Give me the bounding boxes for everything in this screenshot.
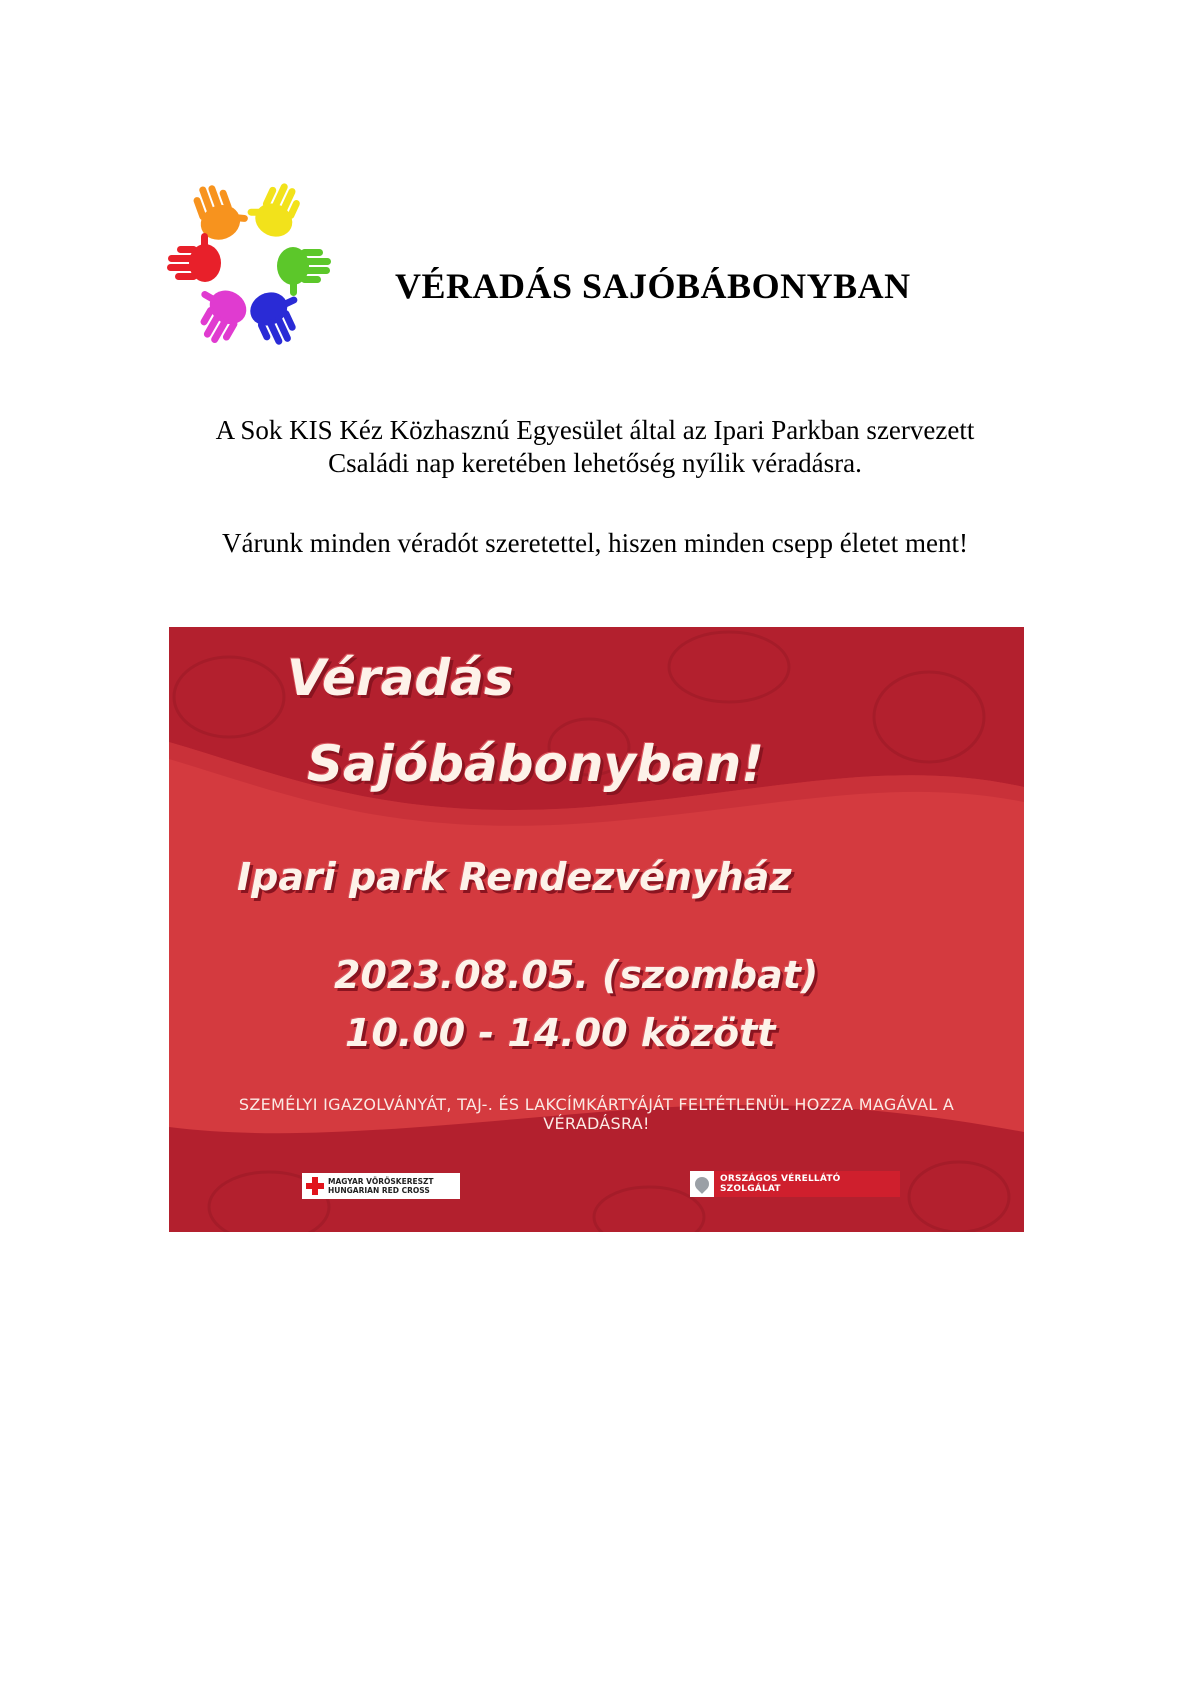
poster-title-line-1: Véradás <box>287 649 514 707</box>
poster-title-line-2: Sajóbábonyban! <box>307 735 765 793</box>
ovsz-text: ORSZÁGOS VÉRELLÁTÓ SZOLGÁLAT <box>720 1174 841 1194</box>
poster-background <box>169 627 1024 1232</box>
hands-logo <box>155 178 355 358</box>
ovsz-logo <box>690 1171 900 1197</box>
poster-notice <box>199 1095 994 1133</box>
poster-notice-line-2: VÉRADÁSRA! <box>543 1114 650 1133</box>
blood-drop-icon <box>690 1171 714 1197</box>
poster-venue: Ipari park Rendezvényház <box>237 855 792 899</box>
red-cross-line-1: MAGYAR VÖRÖSKERESZT <box>328 1177 434 1186</box>
red-cross-line-2: HUNGARIAN RED CROSS <box>328 1186 430 1195</box>
red-cross-icon <box>302 1173 328 1199</box>
welcome-text: Várunk minden véradót szeretettel, hiszen minden csepp életet ment! <box>222 528 968 558</box>
event-poster <box>169 627 1024 1232</box>
red-cross-logo <box>302 1173 460 1199</box>
intro-line-1: A Sok KIS Kéz Közhasznú Egyesület által az Ipari Parkban szervezett <box>215 415 975 445</box>
poster-notice-line-1: SZEMÉLYI IGAZOLVÁNYÁT, TAJ-. ÉS LAKCÍMKÁRTYÁJÁT FELTÉTLENÜL HOZZA MAGÁVAL A <box>238 1095 955 1114</box>
intro-paragraph <box>0 414 1190 480</box>
red-cross-text <box>328 1177 434 1195</box>
intro-line-2: Családi nap keretében lehetőség nyílik véradásra. <box>328 448 862 478</box>
page-title: VÉRADÁS SAJÓBÁBONYBAN <box>395 266 911 306</box>
poster-time: 10.00 - 14.00 között <box>345 1011 776 1055</box>
poster-date: 2023.08.05. (szombat) <box>334 953 819 997</box>
